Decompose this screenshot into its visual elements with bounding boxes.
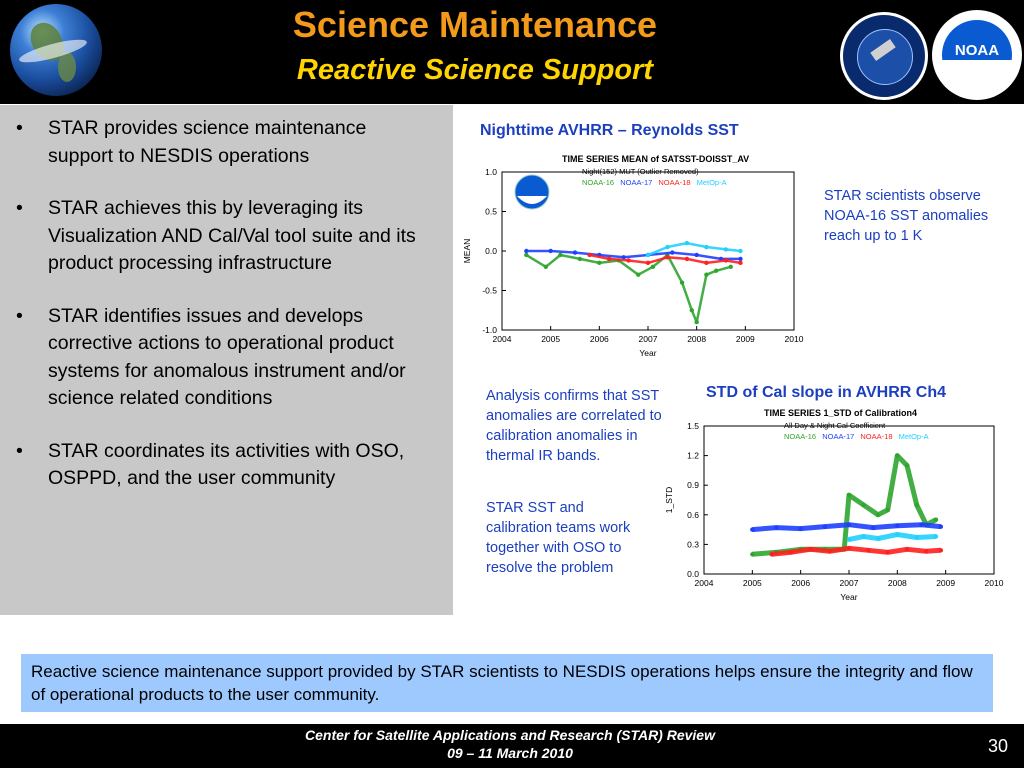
series-line-noaa-16 xyxy=(752,456,936,555)
data-point xyxy=(738,249,742,253)
note-analysis: Analysis confirms that SST anomalies are correlated to calibration anomalies in thermal IR bands. xyxy=(486,388,662,464)
data-point xyxy=(934,534,938,538)
data-point xyxy=(578,257,582,261)
figure1-title: Nighttime AVHRR – Reynolds SST xyxy=(480,122,739,139)
bullet-panel xyxy=(0,105,453,615)
data-point xyxy=(847,493,851,497)
data-point xyxy=(597,261,601,265)
data-point xyxy=(885,508,889,512)
y-tick-label: 1.0 xyxy=(485,167,497,177)
data-point xyxy=(914,535,918,539)
data-point xyxy=(738,261,742,265)
y-tick-label: 0.0 xyxy=(485,246,497,256)
data-point xyxy=(646,253,650,257)
data-point xyxy=(808,547,812,551)
data-point xyxy=(847,522,851,526)
legend-entry: NOAA-16 xyxy=(582,178,615,187)
bullet-item: • STAR coordinates its activities with OSO, OSPPD, and the user community xyxy=(16,439,405,489)
data-point xyxy=(587,253,591,257)
data-point xyxy=(724,247,728,251)
data-point xyxy=(750,552,754,556)
data-point xyxy=(769,552,773,556)
x-tick-label: 2004 xyxy=(492,334,512,344)
data-point xyxy=(861,534,865,538)
note-teams: STAR SST and calibration teams work together with OSO to resolve the problem xyxy=(486,500,631,576)
data-point xyxy=(914,503,918,507)
data-point xyxy=(573,250,577,254)
bullet-item: • STAR identifies issues and develops corrective actions to operational product systems for anomalous instrument and/or science related conditions xyxy=(16,304,406,409)
data-point xyxy=(847,537,851,541)
data-point xyxy=(685,241,689,245)
legend-entry: NOAA-18 xyxy=(860,432,893,441)
data-point xyxy=(724,258,728,262)
legend-entry: MetOp-A xyxy=(696,178,727,187)
data-point xyxy=(626,258,630,262)
data-point xyxy=(665,255,669,259)
data-point xyxy=(895,453,899,457)
legend-entry: NOAA-17 xyxy=(822,432,855,441)
footer-date: 09 – 11 March 2010 xyxy=(447,745,573,761)
footer-title: Center for Satellite Applications and Research (STAR) Review xyxy=(305,727,715,743)
chart-title: TIME SERIES MEAN of SATSST-DOISST_AV xyxy=(562,154,750,164)
x-tick-label: 2004 xyxy=(694,578,714,588)
series-line-noaa-18 xyxy=(772,548,941,554)
data-point xyxy=(885,550,889,554)
data-point xyxy=(548,249,552,253)
data-point xyxy=(847,546,851,550)
noaa-logo xyxy=(932,10,1022,100)
series-line-noaa-16 xyxy=(526,255,730,322)
y-tick-label: 0.9 xyxy=(687,480,699,491)
legend-entry: NOAA-18 xyxy=(658,178,691,187)
data-point xyxy=(876,513,880,517)
noaa-logo-text: NOAA xyxy=(954,42,1000,59)
data-point xyxy=(704,273,708,277)
data-point xyxy=(651,265,655,269)
page-number: 30 xyxy=(987,736,1008,756)
x-tick-label: 2008 xyxy=(687,334,707,344)
data-point xyxy=(939,548,943,552)
data-point xyxy=(704,261,708,265)
data-point xyxy=(895,523,899,527)
data-point xyxy=(524,249,528,253)
data-point xyxy=(861,503,865,507)
data-point xyxy=(714,269,718,273)
page-subtitle: Reactive Science Support xyxy=(296,54,654,86)
data-point xyxy=(774,525,778,529)
legend-entry: MetOp-A xyxy=(898,432,929,441)
y-tick-label: -0.5 xyxy=(482,285,497,296)
y-tick-label: 0.0 xyxy=(687,569,699,579)
data-point xyxy=(694,253,698,257)
data-point xyxy=(895,532,899,536)
sst-time-series-chart xyxy=(460,150,805,358)
data-point xyxy=(871,525,875,529)
data-point xyxy=(665,245,669,249)
data-point xyxy=(905,547,909,551)
data-point xyxy=(704,245,708,249)
data-point xyxy=(939,524,943,528)
chart-subtitle: All Day & Night Cal Coefficient xyxy=(784,421,886,430)
earth-globe-icon xyxy=(10,4,102,96)
data-point xyxy=(558,253,562,257)
header-bar xyxy=(0,0,1024,104)
data-point xyxy=(690,308,694,312)
y-tick-label: 1.2 xyxy=(687,450,699,461)
data-point xyxy=(789,550,793,554)
data-point xyxy=(866,548,870,552)
legend-entry: NOAA-16 xyxy=(784,432,817,441)
data-point xyxy=(607,257,611,261)
x-tick-label: 2009 xyxy=(735,334,755,344)
y-tick-label: 0.3 xyxy=(687,539,699,550)
y-axis-label: MEAN xyxy=(462,238,472,264)
note-noaa16-anomaly: STAR scientists observe NOAA-16 SST anomalies reach up to 1 K xyxy=(824,188,989,244)
page-title: Science Maintenance xyxy=(292,4,658,45)
y-tick-label: -1.0 xyxy=(482,325,497,335)
data-point xyxy=(729,265,733,269)
x-tick-label: 2006 xyxy=(589,334,609,344)
x-tick-label: 2005 xyxy=(742,578,762,588)
y-tick-label: 0.6 xyxy=(687,509,699,520)
chart-subtitle: Night(152) MUT (Outlier Removed) xyxy=(582,167,699,176)
data-point xyxy=(694,320,698,324)
y-axis-label: 1_STD xyxy=(664,486,674,514)
data-point xyxy=(798,526,802,530)
data-point xyxy=(636,273,640,277)
bullet-item: • STAR provides science maintenance support to NESDIS operations xyxy=(16,117,367,167)
footer-bar xyxy=(0,724,1024,768)
cal-slope-std-chart xyxy=(656,404,1008,616)
data-point xyxy=(524,253,528,257)
x-tick-label: 2007 xyxy=(839,578,859,588)
data-point xyxy=(670,250,674,254)
x-tick-label: 2009 xyxy=(936,578,956,588)
legend-entry: NOAA-17 xyxy=(620,178,653,187)
data-point xyxy=(827,549,831,553)
data-point xyxy=(919,522,923,526)
figure2-title: STD of Cal slope in AVHRR Ch4 xyxy=(706,384,947,401)
data-point xyxy=(646,261,650,265)
x-tick-label: 2010 xyxy=(984,578,1004,588)
summary-box: Reactive science maintenance support provided by STAR scientists to NESDIS operations helps ensure the integrity and flow of operational products to the user community. xyxy=(21,654,993,712)
chart-title: TIME SERIES 1_STD of Calibration4 xyxy=(764,408,918,418)
x-tick-label: 2010 xyxy=(784,334,804,344)
x-axis-label: Year xyxy=(639,348,657,358)
data-point xyxy=(685,257,689,261)
x-tick-label: 2007 xyxy=(638,334,658,344)
bullet-item: • STAR achieves this by leveraging its Visualization AND Cal/Val tool suite and its product processing infrastructure xyxy=(16,197,416,274)
y-tick-label: 0.5 xyxy=(485,206,497,217)
data-point xyxy=(823,524,827,528)
data-point xyxy=(544,265,548,269)
y-tick-label: 1.5 xyxy=(687,421,699,431)
data-point xyxy=(905,463,909,467)
x-tick-label: 2006 xyxy=(791,578,811,588)
data-point xyxy=(738,257,742,261)
x-tick-label: 2008 xyxy=(887,578,907,588)
noaa-nesdis-star-logo xyxy=(840,12,928,100)
data-point xyxy=(680,280,684,284)
data-point xyxy=(934,518,938,522)
data-point xyxy=(924,549,928,553)
data-point xyxy=(876,536,880,540)
x-axis-label: Year xyxy=(840,592,858,602)
data-point xyxy=(750,527,754,531)
x-tick-label: 2005 xyxy=(541,334,561,344)
